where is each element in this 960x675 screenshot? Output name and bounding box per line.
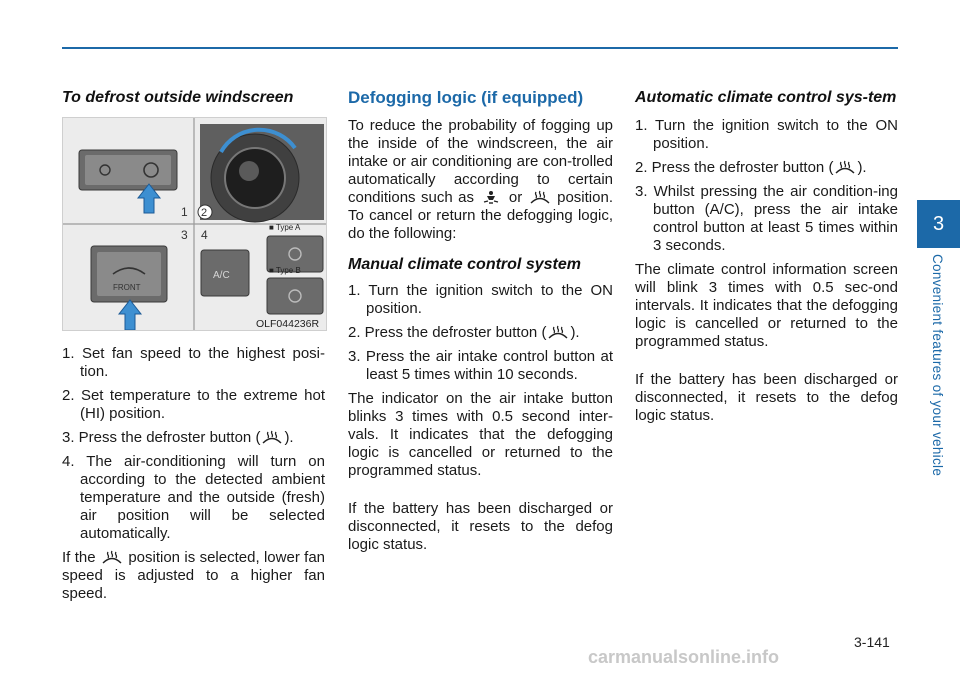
column-automatic-climate — [635, 88, 898, 431]
step-2: 2. Press the defroster button ( ). — [348, 324, 580, 341]
watermark: carmanualsonline.info — [588, 647, 780, 667]
step-3: 3. Press the defroster button ( ). — [62, 429, 294, 446]
callout-2: 2 — [201, 207, 208, 219]
floor-defrost-icon — [481, 190, 501, 205]
defroster-icon — [102, 550, 122, 565]
defroster-icon — [548, 325, 568, 340]
defrost-note: If the position is selected, lower fan speed is adjusted to a higher fan speed. — [62, 549, 326, 602]
manual-para-2: If the battery has been discharged or disconnected, it resets to the defog logic status. — [348, 500, 613, 553]
step-1: 1. Set fan speed to the highest posi-tion. — [62, 345, 325, 380]
figure-caption: OLF044236R — [256, 318, 320, 330]
defroster-icon — [530, 190, 550, 205]
column-defrost-outside — [62, 88, 325, 609]
page-number: 3-141 — [854, 634, 890, 650]
step-3: 3. Whilst pressing the air condition-ing button (A/C), press the air intake control button at least 5 times within 3 seconds. — [635, 183, 898, 254]
front-label: FRONT — [113, 283, 141, 292]
defroster-icon — [835, 160, 855, 175]
manual-steps — [348, 282, 613, 384]
callout-4: 4 — [201, 228, 208, 242]
heading-defogging-logic: Defogging logic (if equipped) — [348, 88, 584, 107]
section-title: Convenient features of your vehicle — [930, 254, 945, 477]
header-rule — [62, 47, 898, 49]
ac-label: A/C — [213, 270, 230, 281]
automatic-steps — [635, 117, 898, 255]
defogging-intro: To reduce the probability of fogging up the inside of the windscreen, the air intake or air conditioning are con-trolled automatically according to certain conditions such as or position. To cancel or return the defogging logic, do the following: — [348, 117, 613, 242]
heading-manual-climate: Manual climate control system — [348, 256, 581, 273]
manual-para-1: The indicator on the air intake button blinks 3 times with 0.5 second inter-vals. It indicates that the defogging logic is cancelled or returned to the programmed status. — [348, 390, 613, 479]
type-a-label: ■ Type A — [269, 223, 301, 232]
heading-defrost-outside: To defrost outside windscreen — [62, 89, 294, 106]
step-2: 2. Set temperature to the extreme hot (HI) position. — [62, 387, 325, 422]
automatic-para-2: If the battery has been discharged or disconnected, it resets to the defog logic status. — [635, 371, 898, 424]
step-3: 3. Press the air intake control button at least 5 times within 10 seconds. — [348, 348, 613, 383]
column-defogging-logic — [348, 88, 613, 560]
type-b-label: ■ Type B — [269, 266, 301, 275]
defrost-steps — [62, 345, 325, 543]
automatic-para-1: The climate control information screen will blink 3 times with 0.5 sec-ond intervals. It indicates that the defogging logic is cancelled or returned to the programmed status. — [635, 261, 898, 350]
callout-1: 1 — [181, 205, 188, 219]
section-number-tab: 3 — [917, 200, 960, 248]
step-4: 4. The air-conditioning will turn on according to the detected ambient temperature and the outside (fresh) air position will be selected automatically. — [62, 453, 325, 542]
step-1: 1. Turn the ignition switch to the ON position. — [635, 117, 898, 152]
figure-illustration — [63, 118, 326, 330]
step-1: 1. Turn the ignition switch to the ON position. — [348, 282, 613, 317]
heading-automatic-climate: Automatic climate control sys-tem — [635, 89, 897, 106]
climate-control-figure — [62, 117, 327, 331]
step-2: 2. Press the defroster button ( ). — [635, 159, 867, 176]
callout-3: 3 — [181, 228, 188, 242]
defroster-icon — [262, 430, 282, 445]
